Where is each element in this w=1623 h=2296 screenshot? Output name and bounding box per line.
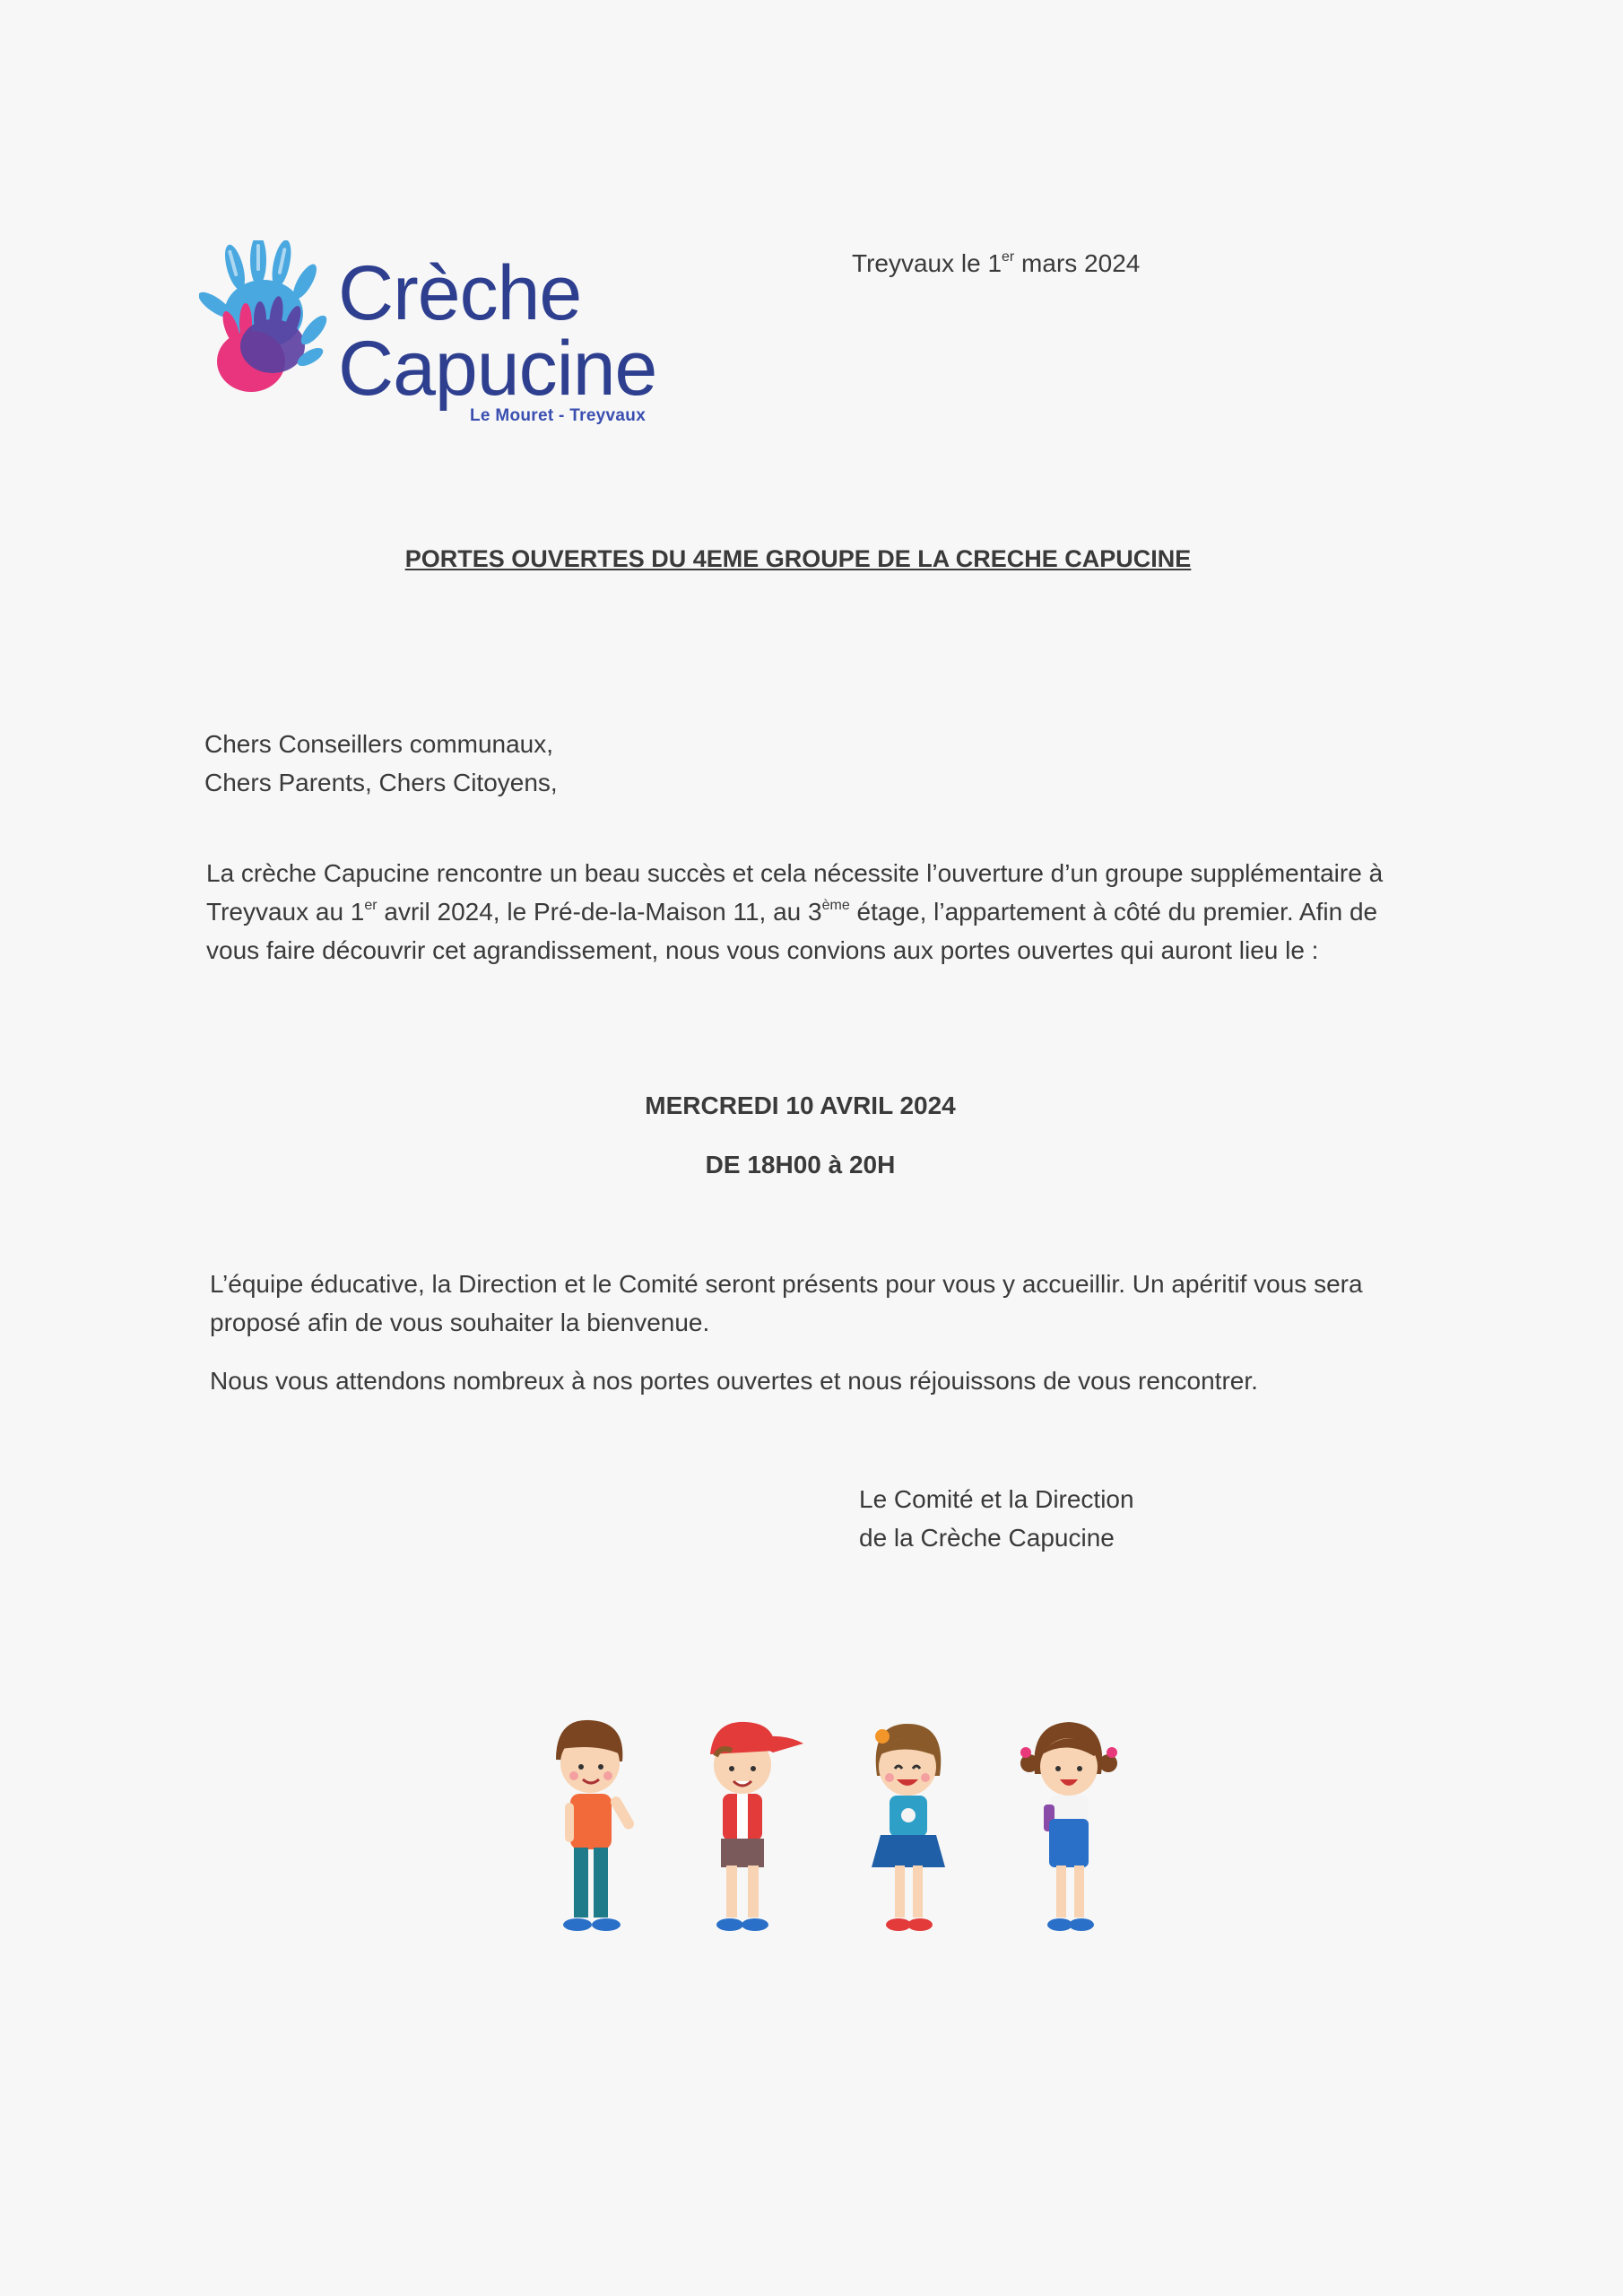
paragraph-intro-part3: étage, l’appartement à côté du premier. Afin de vous faire découvrir cet agrandissement, nous vous convions aux portes ouvertes qui auront lieu le :	[206, 898, 1378, 964]
paragraph-intro-part2: avril 2024, le Pré-de-la-Maison 11, au 3	[377, 898, 822, 926]
child-figure-3	[872, 1724, 945, 1931]
logo-title-line1: Crèche	[338, 250, 582, 336]
creche-logo	[199, 240, 665, 433]
handprint-logo-icon	[199, 240, 334, 433]
signature	[859, 1480, 1134, 1557]
child-figure-2	[710, 1722, 803, 1931]
letter-title: PORTES OUVERTES DU 4EME GROUPE DE LA CRECHE CAPUCINE	[404, 545, 1192, 572]
logo-subtitle: Le Mouret - Treyvaux	[470, 406, 647, 425]
logo-title-line2: Capucine	[338, 326, 657, 412]
greeting-line1: Chers Conseillers communaux,	[204, 730, 554, 758]
signature-line2: de la Crèche Capucine	[859, 1524, 1115, 1552]
paragraph-welcome: L’équipe éducative, la Direction et le Comité seront présents pour vous y accueillir. Un apéritif vous sera proposé afin de vous souhaiter la bienvenue.	[210, 1270, 1363, 1336]
children-illustration-icon	[538, 1704, 1148, 1955]
greeting-line2: Chers Parents, Chers Citoyens,	[204, 769, 558, 796]
paragraph-intro	[206, 854, 1408, 970]
event-time: DE 18H00 à 20H	[705, 1151, 896, 1178]
paragraph-intro-part1: La crèche Capucine rencontre un beau succès et cela nécessite l’ouverture d’un groupe supplémentaire à Treyvaux au 1	[206, 859, 1384, 926]
greeting	[204, 725, 558, 802]
paragraph-intro-sup1: er	[364, 898, 378, 913]
child-figure-1	[556, 1720, 636, 1931]
paragraph-intro-sup2: ème	[821, 898, 850, 913]
letter-date	[852, 249, 1140, 278]
date-prefix: Treyvaux le 1	[852, 249, 1002, 277]
date-sup: er	[1002, 249, 1015, 265]
event-date: MERCREDI 10 AVRIL 2024	[645, 1091, 956, 1119]
date-suffix: mars 2024	[1014, 249, 1141, 277]
child-figure-4	[1020, 1722, 1117, 1931]
signature-line1: Le Comité et la Direction	[859, 1485, 1134, 1513]
paragraph-closing: Nous vous attendons nombreux à nos portes ouvertes et nous réjouissons de vous rencontrer.	[210, 1367, 1258, 1395]
